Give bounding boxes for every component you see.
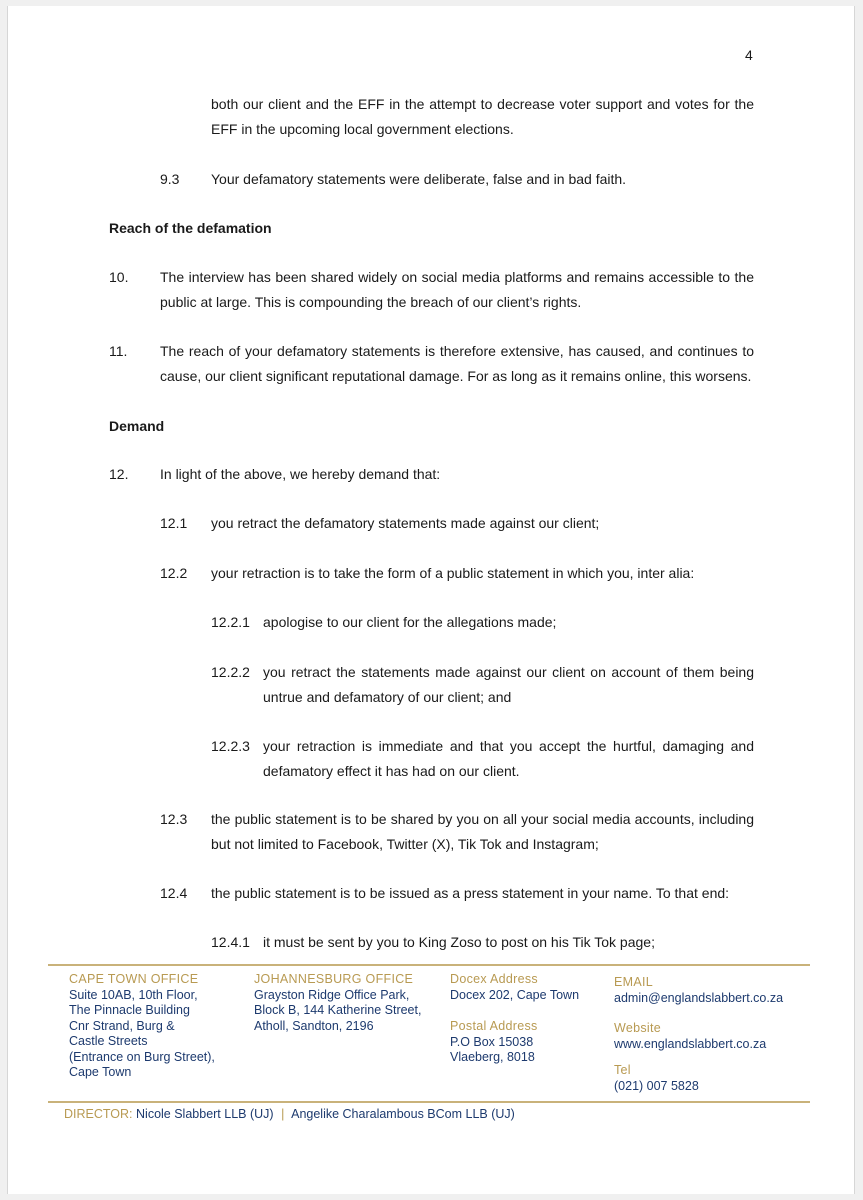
item-text-9-3: Your defamatory statements were deliberate, false and in bad faith. (211, 171, 627, 187)
item-text-12-2-1: apologise to our client for the allegations made; (263, 614, 557, 630)
item-number-12-2-1: 12.2.1 (211, 614, 250, 630)
paragraph-9-2-continuation: both our client and the EFF in the attempt to decrease voter support and votes for the EFF in the upcoming local government elections. (211, 96, 754, 137)
item-text-12-2: your retraction is to take the form of a public statement in which you, inter alia: (211, 565, 695, 581)
docex-value: Docex 202, Cape Town (450, 987, 580, 1002)
item-text-12-4-1: it must be sent by you to King Zoso to post on his Tik Tok page; (263, 934, 655, 950)
item-number-12-3: 12.3 (160, 811, 188, 827)
footer-docex (450, 972, 579, 1003)
item-number-11: 11. (109, 343, 128, 359)
director-1: Nicole Slabbert LLB (UJ) (136, 1107, 274, 1121)
item-number-12-4-1: 12.4.1 (211, 934, 250, 950)
heading-demand: Demand (109, 418, 165, 434)
item-number-9-3: 9.3 (160, 171, 180, 187)
cape-town-heading: CAPE TOWN OFFICE (69, 972, 199, 986)
footer-johannesburg (254, 972, 421, 1034)
docex-heading: Docex Address (450, 972, 538, 986)
item-text-12-1: you retract the defamatory statements made against our client; (211, 515, 600, 531)
item-number-12-1: 12.1 (160, 515, 188, 531)
item-number-12-2-3: 12.2.3 (211, 738, 250, 754)
cape-town-line: (Entrance on Burg Street), (69, 1049, 215, 1064)
postal-line: Vlaeberg, 8018 (450, 1050, 535, 1064)
footer-email (614, 975, 783, 1006)
heading-reach-of-defamation: Reach of the defamation (109, 220, 272, 236)
item-text-12: In light of the above, we hereby demand that: (160, 466, 441, 482)
cape-town-line: Castle Streets (69, 1034, 148, 1048)
item-text-11: The reach of your defamatory statements is therefore extensive, has caused, and continues to cause, our client significant reputational damage. For as long as it remains online, this worsens. (160, 343, 754, 384)
item-text-12-3: the public statement is to be shared by you on all your social media accounts, including but not limited to Facebook, Twitter (X), Tik Tok and Instagram; (211, 811, 754, 852)
website-link[interactable]: www.englandslabbert.co.za (614, 1036, 767, 1051)
footer-top-rule (48, 964, 810, 966)
postal-line: P.O Box 15038 (450, 1034, 534, 1049)
cape-town-line: The Pinnacle Building (69, 1003, 190, 1017)
footer-bottom-rule (48, 1101, 810, 1103)
item-text-12-4: the public statement is to be issued as a press statement in your name. To that end: (211, 885, 730, 901)
item-text-10: The interview has been shared widely on social media platforms and remains accessible to the public at large. This is compounding the breach of our client’s rights. (160, 269, 754, 310)
johannesburg-line: Block B, 144 Katherine Street, (254, 1003, 422, 1017)
email-link[interactable]: admin@englandslabbert.co.za (614, 990, 784, 1005)
cape-town-line: Suite 10AB, 10th Floor, (69, 987, 198, 1002)
item-number-10: 10. (109, 269, 129, 285)
item-number-12: 12. (109, 466, 129, 482)
director-separator: | (281, 1107, 285, 1121)
item-text-12-2-2: you retract the statements made against our client on account of them being untrue and defamatory of our client; and (263, 664, 754, 705)
item-number-12-2: 12.2 (160, 565, 188, 581)
johannesburg-heading: JOHANNESBURG OFFICE (254, 972, 414, 986)
email-heading: EMAIL (614, 975, 654, 989)
item-text-12-2-3: your retraction is immediate and that you accept the hurtful, damaging and defamatory effect it has had on our client. (263, 738, 754, 779)
footer-tel (614, 1063, 699, 1094)
cape-town-line: Cape Town (69, 1065, 132, 1079)
footer-postal (450, 1019, 538, 1066)
tel-heading: Tel (614, 1063, 631, 1077)
item-number-12-2-2: 12.2.2 (211, 664, 250, 680)
tel-value: (021) 007 5828 (614, 1078, 699, 1093)
johannesburg-line: Atholl, Sandton, 2196 (254, 1018, 374, 1033)
item-number-12-4: 12.4 (160, 885, 188, 901)
director-label: DIRECTOR: (64, 1107, 133, 1121)
footer-website (614, 1021, 766, 1052)
page-number: 4 (745, 47, 753, 63)
director-2: Angelike Charalambous BCom LLB (UJ) (291, 1107, 515, 1121)
footer-directors (64, 1107, 515, 1121)
website-heading: Website (614, 1021, 662, 1035)
cape-town-line: Cnr Strand, Burg & (69, 1018, 175, 1033)
postal-heading: Postal Address (450, 1019, 538, 1033)
footer-cape-town (69, 972, 215, 1081)
johannesburg-line: Grayston Ridge Office Park, (254, 987, 410, 1002)
